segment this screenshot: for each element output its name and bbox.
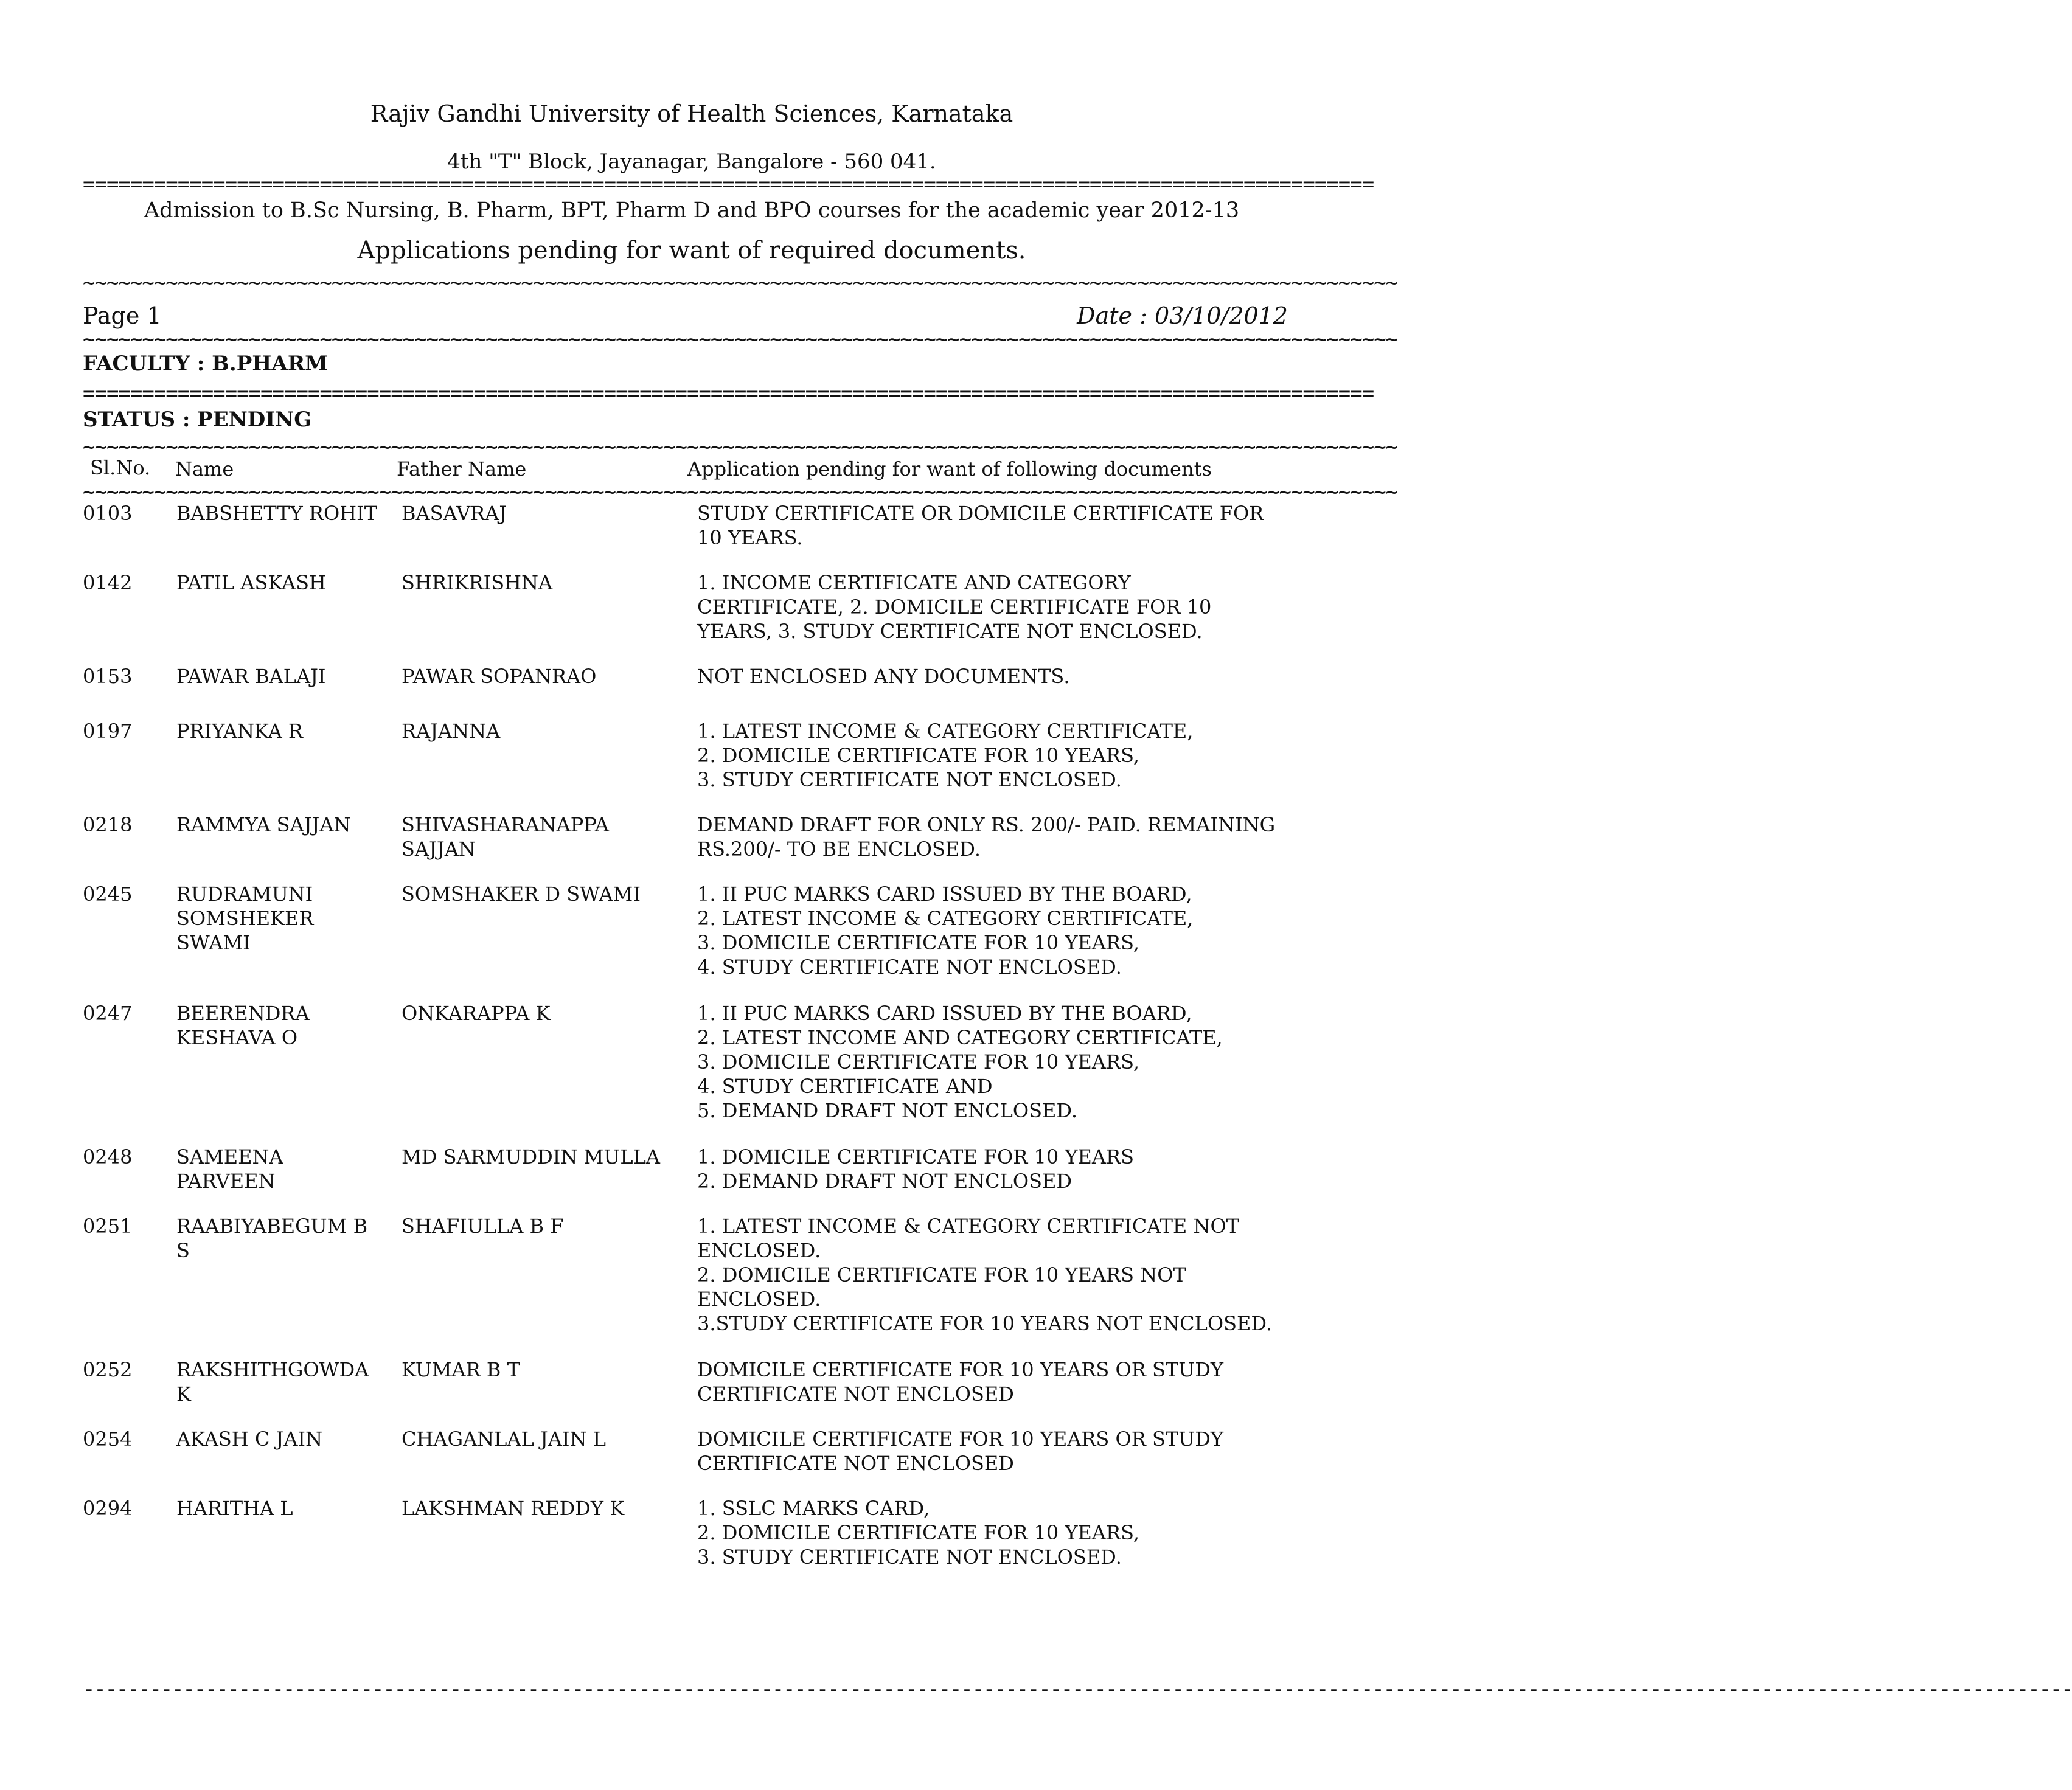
separator-tilde: ~~~~~~~~~~~~~~~~~~~~~~~~~~~~~~~~~~~~~~~~~~~~~~~~~~~~~~~~~~~~~~~~~~~~~~~~~~~~~~~~~~~~~~~~~~~~~~~~~~~~~~~~~~~~~~~ — [83, 435, 1398, 459]
column-header-docs: Application pending for want of following documents — [687, 457, 1212, 480]
row-pending-docs: 1. SSLC MARKS CARD, 2. DOMICILE CERTIFICATE FOR 10 YEARS, 3. STUDY CERTIFICATE NOT ENCLOSED. — [697, 1497, 1140, 1569]
row-father-name: SHIVASHARANAPPA SAJJAN — [402, 813, 609, 861]
row-slno: 0294 — [83, 1497, 133, 1520]
row-slno: 0247 — [83, 1002, 133, 1025]
row-father-name: KUMAR B T — [402, 1358, 520, 1381]
row-name: SAMEENA PARVEEN — [176, 1145, 283, 1193]
row-slno: 0142 — [83, 571, 133, 594]
admission-title: Admission to B.Sc Nursing, B. Pharm, BPT, Pharm D and BPO courses for the academic year 2012-13 — [144, 198, 1240, 223]
row-slno: 0248 — [83, 1145, 133, 1168]
row-pending-docs: 1. INCOME CERTIFICATE AND CATEGORY CERTIFICATE, 2. DOMICILE CERTIFICATE FOR 10 YEARS, 3. STUDY CERTIFICATE NOT ENCLOSED. — [697, 571, 1212, 643]
row-father-name: PAWAR SOPANRAO — [402, 665, 597, 688]
row-slno: 0254 — [83, 1427, 133, 1451]
row-pending-docs: DOMICILE CERTIFICATE FOR 10 YEARS OR STUDY CERTIFICATE NOT ENCLOSED — [697, 1427, 1224, 1475]
column-header-name: Name — [175, 457, 234, 480]
row-slno: 0197 — [83, 720, 133, 743]
row-slno: 0218 — [83, 813, 133, 836]
row-name: HARITHA L — [176, 1497, 293, 1520]
row-name: PRIYANKA R — [176, 720, 303, 743]
separator-tilde: ~~~~~~~~~~~~~~~~~~~~~~~~~~~~~~~~~~~~~~~~~~~~~~~~~~~~~~~~~~~~~~~~~~~~~~~~~~~~~~~~~~~~~~~~~~~~~~~~~~~~~~~~~~~~~~~ — [83, 327, 1398, 352]
status-label: STATUS : PENDING — [83, 408, 312, 432]
row-father-name: MD SARMUDDIN MULLA — [402, 1145, 660, 1168]
row-pending-docs: NOT ENCLOSED ANY DOCUMENTS. — [697, 665, 1070, 688]
row-father-name: RAJANNA — [402, 720, 501, 743]
separator-double: ============================================================================================================= — [83, 172, 1374, 196]
row-father-name: SHRIKRISHNA — [402, 571, 553, 594]
row-name: BEERENDRA KESHAVA O — [176, 1002, 310, 1049]
report-date: Date : 03/10/2012 — [1077, 302, 1288, 329]
row-father-name: ONKARAPPA K — [402, 1002, 551, 1025]
page-number: Page 1 — [83, 302, 162, 329]
row-name: PATIL ASKASH — [176, 571, 326, 594]
footer-separator: ----------------------------------------------------------------------------------------------------------------------------------------------------------------------------------- — [83, 1677, 2072, 1701]
row-father-name: SOMSHAKER D SWAMI — [402, 883, 641, 906]
separator-tilde: ~~~~~~~~~~~~~~~~~~~~~~~~~~~~~~~~~~~~~~~~~~~~~~~~~~~~~~~~~~~~~~~~~~~~~~~~~~~~~~~~~~~~~~~~~~~~~~~~~~~~~~~~~~~~~~~ — [83, 271, 1398, 295]
row-name: BABSHETTY ROHIT — [176, 502, 378, 525]
row-pending-docs: 1. LATEST INCOME & CATEGORY CERTIFICATE NOT ENCLOSED. 2. DOMICILE CERTIFICATE FOR 10 YEARS NOT ENCLOSED. 3.STUDY CERTIFICATE FOR 10 YEARS NOT ENCLOSED. — [697, 1215, 1273, 1335]
row-pending-docs: 1. II PUC MARKS CARD ISSUED BY THE BOARD, 2. LATEST INCOME & CATEGORY CERTIFICATE, 3. DOMICILE CERTIFICATE FOR 10 YEARS, 4. STUDY CERTIFICATE NOT ENCLOSED. — [697, 883, 1194, 979]
row-name: RAMMYA SAJJAN — [176, 813, 351, 836]
row-slno: 0251 — [83, 1215, 133, 1238]
separator-double: ============================================================================================================= — [83, 381, 1374, 406]
row-father-name: SHAFIULLA B F — [402, 1215, 564, 1238]
row-pending-docs: 1. II PUC MARKS CARD ISSUED BY THE BOARD, 2. LATEST INCOME AND CATEGORY CERTIFICATE, 3. DOMICILE CERTIFICATE FOR 10 YEARS, 4. STUDY CERTIFICATE AND 5. DEMAND DRAFT NOT ENCLOSED. — [697, 1002, 1223, 1122]
report-subtitle: Applications pending for want of required documents. — [357, 237, 1026, 265]
row-pending-docs: 1. LATEST INCOME & CATEGORY CERTIFICATE, 2. DOMICILE CERTIFICATE FOR 10 YEARS, 3. STUDY CERTIFICATE NOT ENCLOSED. — [697, 720, 1194, 791]
separator-tilde: ~~~~~~~~~~~~~~~~~~~~~~~~~~~~~~~~~~~~~~~~~~~~~~~~~~~~~~~~~~~~~~~~~~~~~~~~~~~~~~~~~~~~~~~~~~~~~~~~~~~~~~~~~~~~~~~ — [83, 480, 1398, 504]
row-slno: 0103 — [83, 502, 133, 525]
row-name: RUDRAMUNI SOMSHEKER SWAMI — [176, 883, 314, 954]
row-name: AKASH C JAIN — [176, 1427, 323, 1451]
row-name: PAWAR BALAJI — [176, 665, 326, 688]
university-name: Rajiv Gandhi University of Health Sciences, Karnataka — [370, 100, 1013, 127]
university-address: 4th "T" Block, Jayanagar, Bangalore - 560 041. — [447, 150, 936, 174]
row-father-name: BASAVRAJ — [402, 502, 507, 525]
row-pending-docs: 1. DOMICILE CERTIFICATE FOR 10 YEARS 2. DEMAND DRAFT NOT ENCLOSED — [697, 1145, 1135, 1193]
row-slno: 0252 — [83, 1358, 133, 1381]
row-father-name: CHAGANLAL JAIN L — [402, 1427, 606, 1451]
row-pending-docs: DOMICILE CERTIFICATE FOR 10 YEARS OR STUDY CERTIFICATE NOT ENCLOSED — [697, 1358, 1224, 1406]
row-slno: 0245 — [83, 883, 133, 906]
row-name: RAKSHITHGOWDA K — [176, 1358, 369, 1406]
row-slno: 0153 — [83, 665, 133, 688]
row-pending-docs: STUDY CERTIFICATE OR DOMICILE CERTIFICATE FOR 10 YEARS. — [697, 502, 1264, 549]
faculty-label: FACULTY : B.PHARM — [83, 352, 328, 376]
row-father-name: LAKSHMAN REDDY K — [402, 1497, 625, 1520]
column-header-slno: Sl.No. — [90, 456, 151, 479]
row-name: RAABIYABEGUM B S — [176, 1215, 368, 1262]
row-pending-docs: DEMAND DRAFT FOR ONLY RS. 200/- PAID. REMAINING RS.200/- TO BE ENCLOSED. — [697, 813, 1276, 861]
column-header-father: Father Name — [397, 457, 527, 480]
